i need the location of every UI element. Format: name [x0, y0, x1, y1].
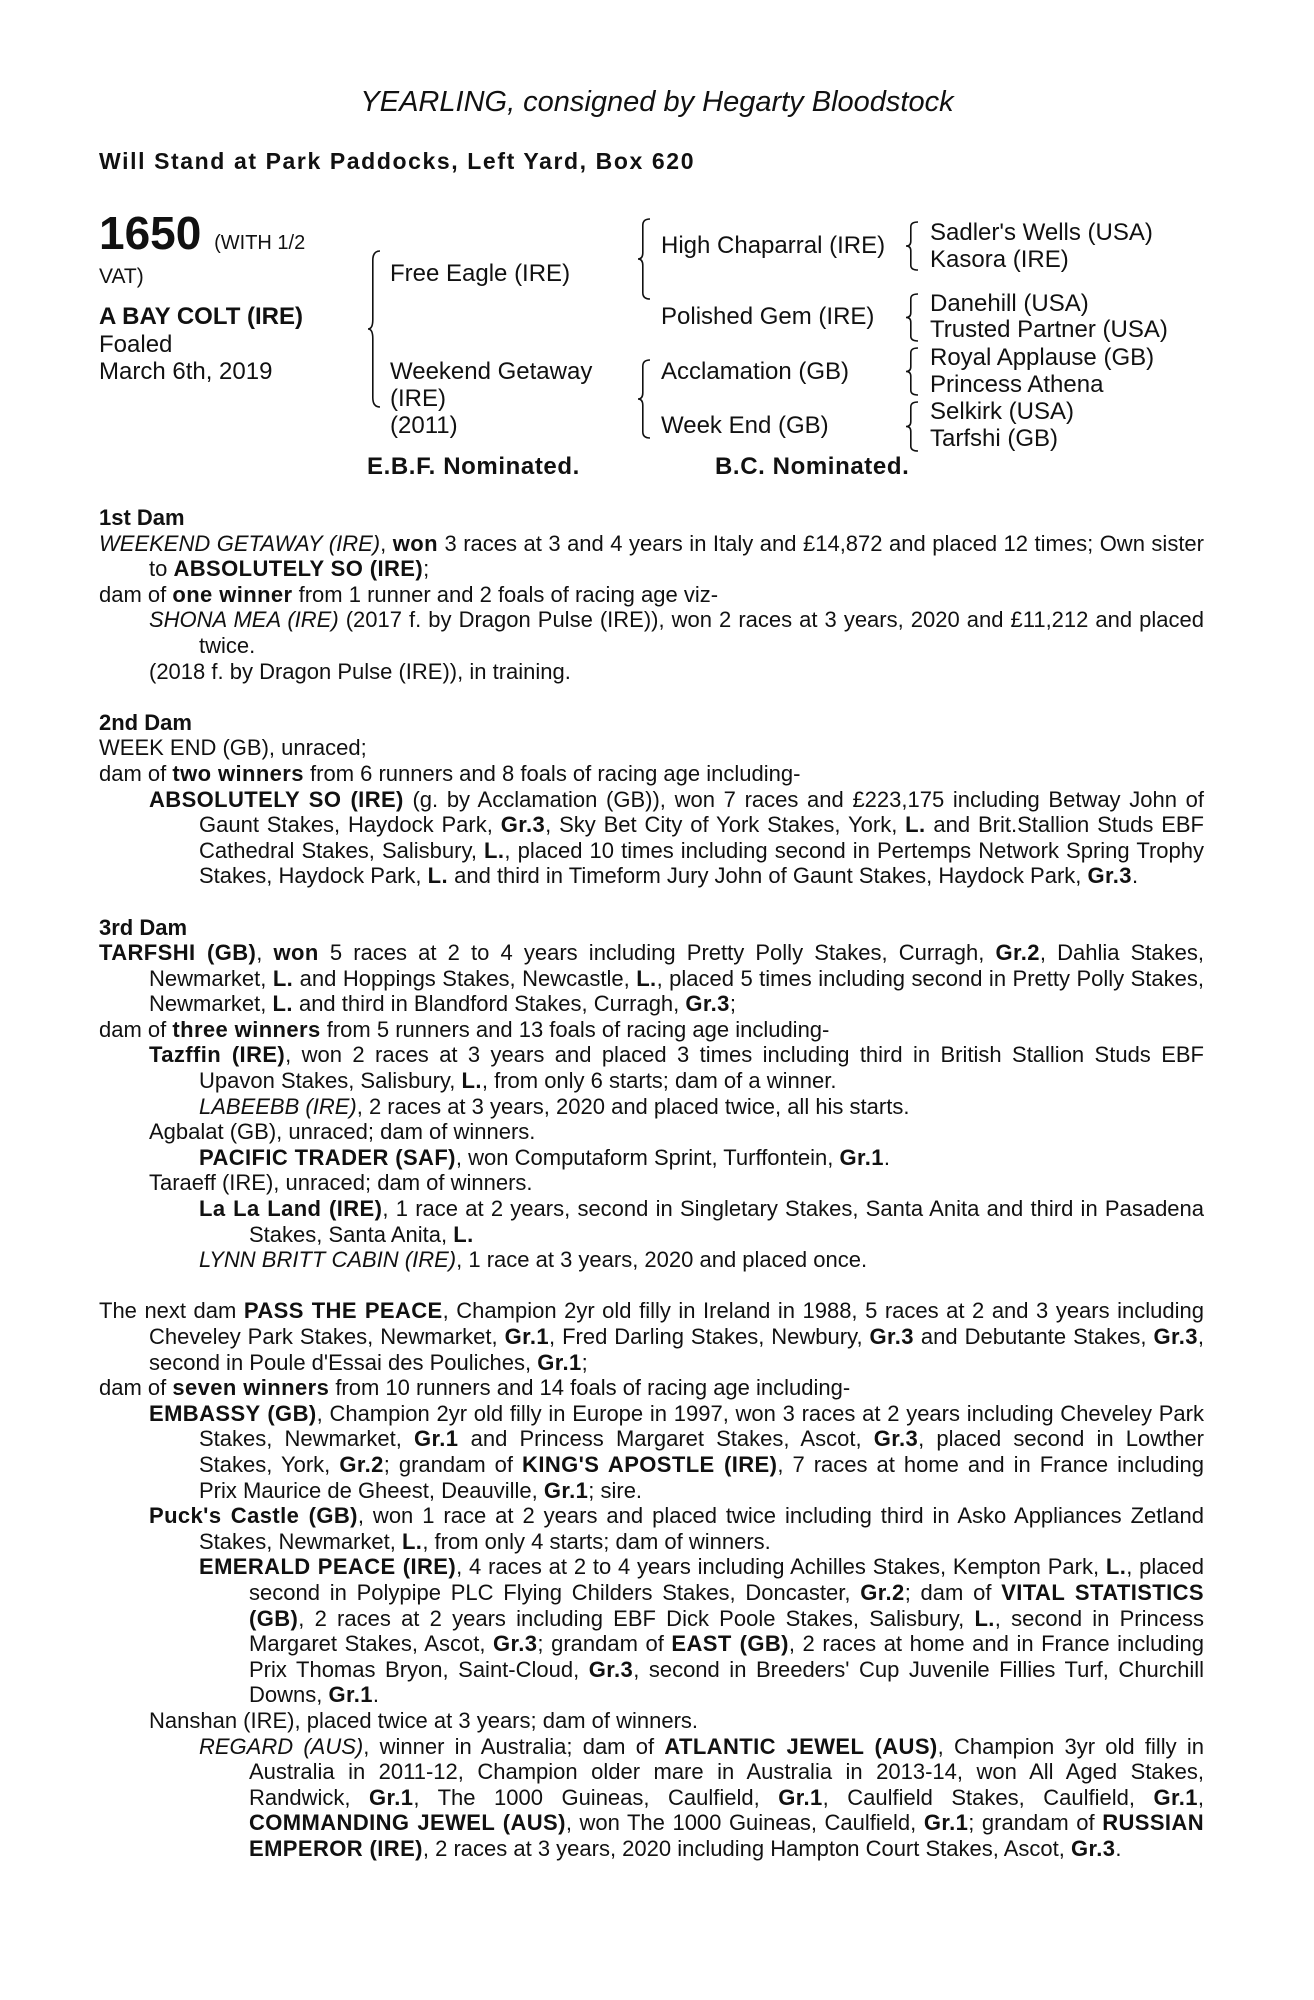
text-run: .	[372, 1682, 380, 1708]
text-run: and Brit.Stallion Studs EBF Cathedral Stakes, Salisbury,	[199, 812, 1204, 863]
text-run: , 4 races at 2 to 4 years including Achilles Stakes, Kempton Park,	[456, 1554, 1106, 1580]
text-run: , placed 5 times including second in Pretty Polly Stakes, Newmarket,	[149, 965, 1204, 1017]
text-run: .	[1131, 863, 1139, 889]
text-run: dam of	[99, 1375, 173, 1401]
text-run: , Champion 2yr old filly in Ireland in 1988, 5 races at 2 and 3 years including Cheveley Park Stakes, Newmarket,	[149, 1298, 1204, 1349]
bold-text: two winners	[172, 760, 304, 786]
pedigree-paragraph	[99, 1094, 1204, 1120]
bold-text: L.	[401, 1528, 423, 1554]
pedigree-paragraph	[99, 1734, 1204, 1862]
text-run: , won Computaform Sprint, Turffontein,	[455, 1144, 840, 1170]
pedigree-paragraph	[99, 1247, 1204, 1273]
text-run: from 10 runners and 14 foals of racing age including-	[329, 1375, 851, 1401]
bold-text: ABSOLUTELY SO (IRE)	[173, 556, 424, 582]
ancestor: Kasora (IRE)	[930, 246, 1069, 273]
italic-text: LABEEBB (IRE)	[199, 1093, 357, 1119]
pedigree-paragraph	[99, 1401, 1204, 1503]
text-run: , 2 races at 3 years, 2020 and placed twice, all his starts.	[356, 1093, 910, 1119]
bc-nominated: B.C. Nominated.	[715, 453, 910, 480]
bold-text: ATLANTIC JEWEL (AUS)	[664, 1733, 938, 1759]
brace	[638, 360, 650, 438]
horse-description: A BAY COLT (IRE)	[99, 303, 304, 330]
text-run: , 1 race at 2 years, second in Singletary Stakes, Santa Anita and third in Pasadena Stakes, Santa Anita,	[249, 1196, 1205, 1247]
dam-section	[99, 505, 1204, 684]
text-run: , placed second in Lowther Stakes, York,	[199, 1426, 1204, 1477]
bold-text: EMERALD PEACE (IRE)	[199, 1554, 457, 1580]
bold-text: Gr.2	[339, 1451, 384, 1477]
text-run: , Champion 2yr old filly in Europe in 1997, won 3 races at 2 years including Cheveley Park Stakes, Newmarket,	[199, 1400, 1204, 1452]
text-run: from 1 runner and 2 foals of racing age viz-	[292, 581, 719, 607]
bold-text: Gr.1	[537, 1349, 582, 1375]
bold-text: Gr.3	[500, 812, 546, 838]
text-run: and third in Timeform Jury John of Gaunt Stakes, Haydock Park,	[448, 863, 1088, 889]
text-run: and Debutante Stakes,	[913, 1324, 1154, 1349]
text-run: ;	[581, 1349, 588, 1375]
dam-country: (IRE)	[390, 385, 446, 412]
text-run: , from only 4 starts; dam of winners.	[422, 1528, 771, 1554]
dam-section	[99, 915, 1204, 1273]
text-run: 5 races at 2 to 4 years including Pretty Polly Stakes, Curragh,	[318, 940, 996, 966]
bold-text: ABSOLUTELY SO (IRE)	[149, 786, 404, 812]
brace	[906, 402, 918, 451]
ancestor: Princess Athena	[930, 371, 1104, 398]
dam-sire: Acclamation (GB)	[661, 358, 850, 385]
text-run: , won The 1000 Guineas, Caulfield,	[565, 1810, 924, 1836]
text-run: dam of	[99, 581, 173, 607]
italic-text: WEEKEND GETAWAY (IRE)	[99, 530, 381, 556]
pedigree-paragraph	[99, 787, 1204, 889]
pedigree-paragraph	[99, 735, 1204, 761]
vat-note: (WITH 1/2	[214, 232, 306, 254]
text-run: 3 races at 3 and 4 years in Italy and £14,872 and placed 12 times; Own sister to	[149, 530, 1204, 582]
text-run: , won 1 race at 2 years and placed twice including third in Asko Appliances Zetland Stakes, Newmarket,	[199, 1503, 1204, 1554]
brace	[906, 222, 918, 270]
italic-text: LYNN BRITT CABIN (IRE)	[199, 1247, 457, 1273]
bold-text: Gr.3	[1071, 1835, 1116, 1861]
stand-location: Will Stand at Park Paddocks, Left Yard, Box 620	[99, 148, 696, 174]
pedigree-paragraph	[99, 1017, 1204, 1043]
pedigree-paragraph	[99, 1554, 1204, 1708]
text-run: ;	[423, 556, 430, 582]
bold-text: Gr.2	[860, 1579, 905, 1605]
sire-sire: High Chaparral (IRE)	[661, 232, 886, 259]
text-run: , Champion 3yr old filly in Australia in 2011-12, Champion older mare in Australia in 2013-14, won All Aged Stakes, Randwick,	[249, 1733, 1205, 1810]
text-run: Agbalat (GB), unraced; dam of winners.	[149, 1119, 536, 1145]
bold-text: L.	[461, 1068, 482, 1094]
bold-text: Gr.1	[328, 1682, 373, 1708]
text-run: (2017 f. by Dragon Pulse (IRE)), won 2 races at 3 years, 2020 and £11,212 and placed twice.	[199, 607, 1205, 658]
text-run: ,	[256, 940, 274, 966]
text-run: and Hoppings Stakes, Newcastle,	[293, 965, 637, 991]
text-run: from 6 runners and 8 foals of racing age including-	[303, 760, 801, 786]
bold-text: won	[392, 530, 438, 556]
bold-text: KING'S APOSTLE (IRE)	[522, 1451, 778, 1477]
bold-text: VITAL STATISTICS (GB)	[249, 1579, 1204, 1631]
text-run: and Princess Margaret Stakes, Ascot,	[458, 1426, 874, 1452]
text-run: ; grandam of	[383, 1451, 523, 1477]
bold-text: Gr.3	[873, 1426, 919, 1452]
pedigree-paragraph	[99, 761, 1204, 787]
pedigree-paragraph	[99, 1196, 1204, 1247]
text-run: ,	[1197, 1784, 1204, 1810]
italic-text: REGARD (AUS)	[199, 1733, 364, 1759]
text-run: dam of	[99, 760, 173, 786]
bold-text: Gr.1	[368, 1784, 414, 1810]
bold-text: L.	[427, 863, 449, 889]
brace	[368, 251, 380, 407]
bold-text: EAST (GB)	[671, 1631, 789, 1657]
bold-text: L.	[453, 1221, 474, 1247]
brace	[906, 294, 918, 341]
text-run: ; grandam of	[968, 1810, 1103, 1836]
bold-text: Gr.3	[493, 1631, 538, 1657]
catalogue-title: YEARLING, consigned by Hegarty Bloodstock	[360, 86, 954, 118]
text-run: , 1 race at 3 years, 2020 and placed once.	[456, 1247, 868, 1273]
bold-text: L.	[905, 812, 926, 838]
bold-text: Gr.1	[414, 1426, 459, 1452]
text-run: ,	[380, 530, 393, 556]
text-run: dam of	[99, 1016, 173, 1042]
bold-text: L.	[272, 965, 294, 991]
ebf-nominated: E.B.F. Nominated.	[367, 453, 580, 480]
text-run: , The 1000 Guineas, Caulfield,	[413, 1784, 779, 1810]
pedigree-paragraph	[99, 1375, 1204, 1401]
text-run: Nanshan (IRE), placed twice at 3 years; dam of winners.	[149, 1707, 699, 1733]
pedigree-paragraph	[99, 1503, 1204, 1554]
text-run: WEEK END (GB), unraced;	[99, 735, 367, 761]
brace	[638, 219, 650, 299]
vat-note-cont: VAT)	[99, 265, 144, 288]
text-run: , winner in Australia; dam of	[363, 1733, 665, 1759]
dam-year: (2011)	[390, 412, 458, 439]
text-run: , Dahlia Stakes, Newmarket,	[149, 940, 1204, 991]
pedigree-paragraph	[99, 582, 1204, 608]
ancestor: Selkirk (USA)	[930, 398, 1075, 425]
bold-text: PACIFIC TRADER (SAF)	[199, 1144, 456, 1170]
bold-text: Gr.3	[588, 1656, 634, 1682]
bold-text: COMMANDING JEWEL (AUS)	[249, 1810, 566, 1836]
bold-text: won	[273, 940, 319, 966]
brace	[906, 348, 918, 395]
ancestor: Sadler's Wells (USA)	[930, 219, 1153, 246]
text-run: Taraeff (IRE), unraced; dam of winners.	[149, 1170, 533, 1196]
lot-number: 1650	[99, 207, 202, 259]
text-run: , second in Breeders' Cup Juvenile Fillies Turf, Churchill Downs,	[249, 1656, 1205, 1708]
text-run: and third in Blandford Stakes, Curragh,	[292, 991, 686, 1017]
lot-number-line	[99, 208, 305, 268]
dam-section	[99, 1298, 1204, 1861]
bold-text: Puck's Castle (GB)	[149, 1503, 358, 1529]
bold-text: L.	[272, 991, 293, 1017]
text-run: , second in Princess Margaret Stakes, Ascot,	[249, 1605, 1204, 1657]
section-heading: 2nd Dam	[99, 709, 192, 735]
bold-text: La La Land (IRE)	[199, 1196, 383, 1222]
text-run: , 2 races at home and in France including Prix Thomas Bryon, Saint-Cloud,	[249, 1631, 1204, 1682]
foaled-label: Foaled	[99, 331, 173, 358]
pedigree-paragraph	[99, 940, 1204, 1017]
ancestor: Tarfshi (GB)	[930, 425, 1059, 452]
bold-text: RUSSIAN EMPEROR (IRE)	[249, 1810, 1204, 1861]
text-run: , from only 6 starts; dam of a winner.	[481, 1068, 837, 1094]
pedigree-paragraph	[99, 1042, 1204, 1093]
ancestor: Trusted Partner (USA)	[930, 316, 1168, 343]
text-run: ; sire.	[588, 1477, 643, 1503]
section-heading: 1st Dam	[99, 505, 185, 530]
bold-text: PASS THE PEACE	[243, 1298, 443, 1324]
bold-text: Tazffin (IRE)	[149, 1042, 286, 1068]
sire-dam: Polished Gem (IRE)	[661, 303, 875, 330]
bold-text: Gr.1	[923, 1810, 969, 1836]
foaled-date: March 6th, 2019	[99, 358, 273, 385]
section-heading: 3rd Dam	[99, 914, 188, 940]
pedigree-paragraph	[99, 659, 1204, 685]
bold-text: seven winners	[172, 1375, 330, 1401]
pedigree-paragraph	[99, 1145, 1204, 1171]
pedigree-paragraph	[99, 1170, 1204, 1196]
bold-text: Gr.1	[504, 1324, 549, 1349]
dam-dam: Week End (GB)	[661, 412, 829, 439]
text-run: ; grandam of	[537, 1631, 672, 1657]
text-run: , Sky Bet City of York Stakes, York,	[545, 812, 906, 838]
bold-text: Gr.1	[778, 1784, 823, 1810]
text-run: , Fred Darling Stakes, Newbury,	[548, 1324, 870, 1349]
pedigree-paragraph	[99, 531, 1204, 582]
bold-text: EMBASSY (GB)	[149, 1400, 317, 1426]
text-run: , 2 races at 2 years including EBF Dick Poole Stakes, Salisbury,	[298, 1605, 975, 1631]
bold-text: Gr.2	[995, 940, 1040, 966]
bold-text: Gr.1	[1153, 1784, 1198, 1810]
text-run: , Caulfield Stakes, Caulfield,	[822, 1784, 1154, 1810]
text-run: (2018 f. by Dragon Pulse (IRE)), in training.	[149, 658, 571, 684]
bold-text: Gr.1	[839, 1144, 884, 1170]
text-run: , 2 races at 3 years, 2020 including Hampton Court Stakes, Ascot,	[422, 1835, 1071, 1861]
italic-text: SHONA MEA (IRE)	[149, 607, 339, 633]
text-run: , placed 10 times including second in Pertemps Network Spring Trophy Stakes, Haydock Park,	[199, 837, 1205, 889]
bold-text: Gr.3	[1087, 863, 1132, 889]
bold-text: Gr.3	[685, 991, 730, 1017]
bold-text: Gr.3	[1153, 1324, 1198, 1349]
bold-text: L.	[974, 1605, 995, 1631]
text-run: ; dam of	[904, 1579, 1002, 1605]
text-run: from 5 runners and 13 foals of racing age including-	[320, 1016, 830, 1042]
pedigree-paragraph	[99, 607, 1204, 658]
bold-text: one winner	[172, 581, 293, 607]
ancestor: Danehill (USA)	[930, 290, 1089, 317]
pedigree-paragraph	[99, 1298, 1204, 1375]
text-run: , 7 races at home and in France including Prix Maurice de Gheest, Deauville,	[199, 1451, 1204, 1503]
bold-text: three winners	[172, 1016, 321, 1042]
produce-record	[99, 505, 1204, 1887]
bold-text: Gr.1	[543, 1477, 589, 1503]
bold-text: L.	[636, 965, 657, 991]
dam: Weekend Getaway	[390, 358, 593, 385]
text-run: , won 2 races at 3 years and placed 3 times including third in British Stallion Studs EBF Upavon Stakes, Salisbury,	[199, 1042, 1204, 1094]
text-run: ;	[729, 991, 736, 1017]
sire: Free Eagle (IRE)	[390, 260, 571, 287]
ancestor: Royal Applause (GB)	[930, 344, 1155, 371]
text-run: , placed second in Polypipe PLC Flying Childers Stakes, Doncaster,	[249, 1554, 1204, 1605]
text-run: (g. by Acclamation (GB)), won 7 races and £223,175 including Betway John of Gaunt Stakes, Haydock Park,	[199, 786, 1204, 838]
text-run: .	[883, 1144, 891, 1170]
pedigree-paragraph	[99, 1708, 1204, 1734]
bold-text: Gr.3	[869, 1324, 914, 1349]
bold-text: L.	[1105, 1554, 1127, 1580]
pedigree-paragraph	[99, 1119, 1204, 1145]
bold-text: L.	[484, 837, 505, 863]
bold-text: TARFSHI (GB)	[99, 940, 257, 966]
dam-section	[99, 710, 1204, 889]
text-run: The next dam	[99, 1298, 244, 1324]
text-run: , second in Poule d'Essai des Pouliches,	[149, 1324, 1204, 1375]
text-run: .	[1115, 1835, 1122, 1861]
